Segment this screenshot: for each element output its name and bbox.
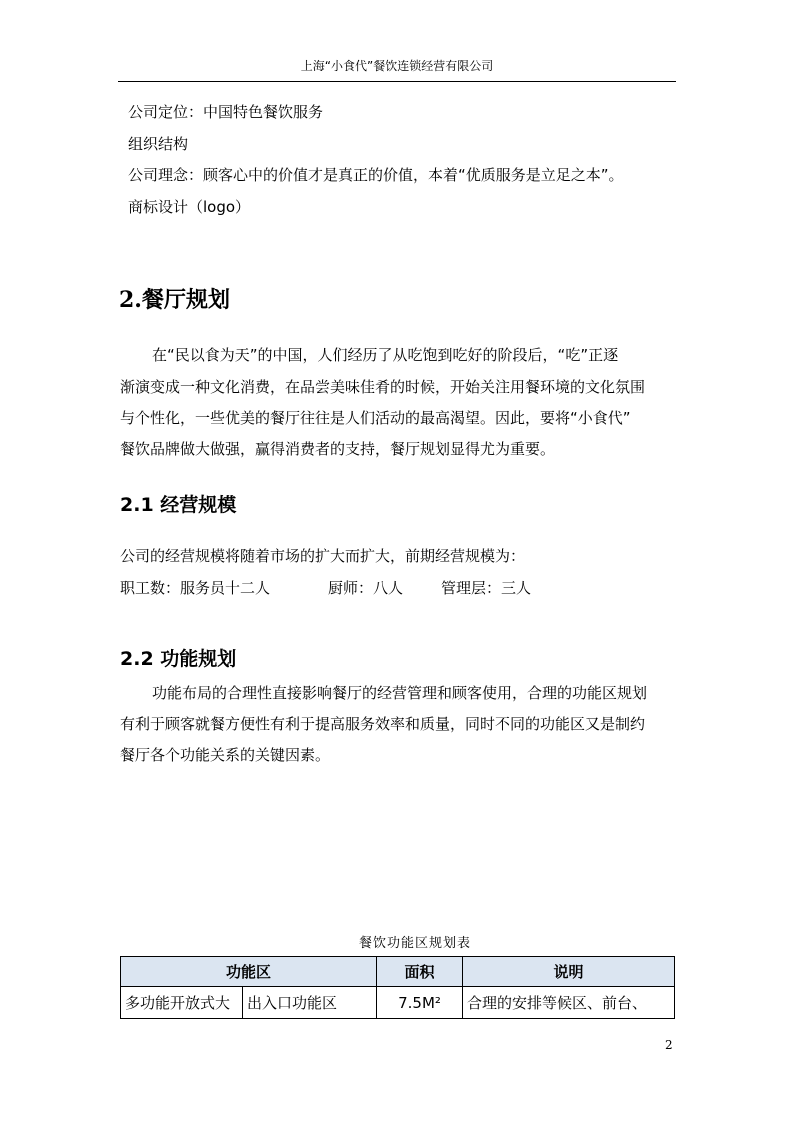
management-count: 管理层：三人 <box>441 579 532 597</box>
cell-note: 合理的安排等候区、前台、 <box>463 987 675 1019</box>
section-2-paragraph-line: 餐饮品牌做大做强，赢得消费者的支持，餐厅规划显得尤为重要。 <box>120 440 556 458</box>
cell-area: 7.5M² <box>377 987 463 1019</box>
org-structure: 组织结构 <box>128 135 189 153</box>
header-area: 面积 <box>377 957 463 987</box>
section-2-heading: 2.餐厅规划 <box>119 287 230 313</box>
staff-count: 职工数：服务员十二人 <box>120 579 271 597</box>
company-positioning: 公司定位：中国特色餐饮服务 <box>128 103 324 121</box>
scale-description: 公司的经营规模将随着市场的扩大而扩大，前期经营规模为： <box>120 547 526 565</box>
company-philosophy: 公司理念：顾客心中的价值才是真正的价值，本着“优质服务是立足之本”。 <box>128 166 624 184</box>
cell-subzone: 出入口功能区 <box>243 987 377 1019</box>
table-row <box>121 987 675 1019</box>
table-caption: 餐饮功能区规划表 <box>358 936 471 951</box>
table-header-row <box>121 957 675 987</box>
cell-zone: 多功能开放式大 <box>121 987 243 1019</box>
function-zone-table <box>120 956 675 1019</box>
section-2-1-heading: 2.1 经营规模 <box>120 494 237 516</box>
chef-count: 厨师：八人 <box>328 579 404 597</box>
section-2-2-heading: 2.2 功能规划 <box>120 648 237 670</box>
section-2-2-paragraph-line: 功能布局的合理性直接影响餐厅的经营管理和顾客使用，合理的功能区规划 <box>152 684 648 702</box>
header-zone: 功能区 <box>121 957 377 987</box>
section-2-paragraph-line: 渐演变成一种文化消费，在品尝美味佳肴的时候，开始关注用餐环境的文化氛围 <box>120 378 646 396</box>
section-2-paragraph-line: 在“民以食为天”的中国，人们经历了从吃饱到吃好的阶段后，“吃”正逐 <box>152 346 619 364</box>
section-2-2-paragraph-line: 餐厅各个功能关系的关键因素。 <box>120 746 331 764</box>
logo-design: 商标设计（logo） <box>128 198 251 216</box>
header-note: 说明 <box>463 957 675 987</box>
section-2-2-paragraph-line: 有利于顾客就餐方便性有利于提高服务效率和质量，同时不同的功能区又是制约 <box>120 715 646 733</box>
section-2-paragraph-line: 与个性化，一些优美的餐厅往往是人们活动的最高渴望。因此，要将“小食代” <box>120 409 631 427</box>
page-number: 2 <box>665 1038 673 1052</box>
page-header: 上海“小食代”餐饮连锁经营有限公司 <box>300 59 494 73</box>
header-rule <box>118 81 676 82</box>
